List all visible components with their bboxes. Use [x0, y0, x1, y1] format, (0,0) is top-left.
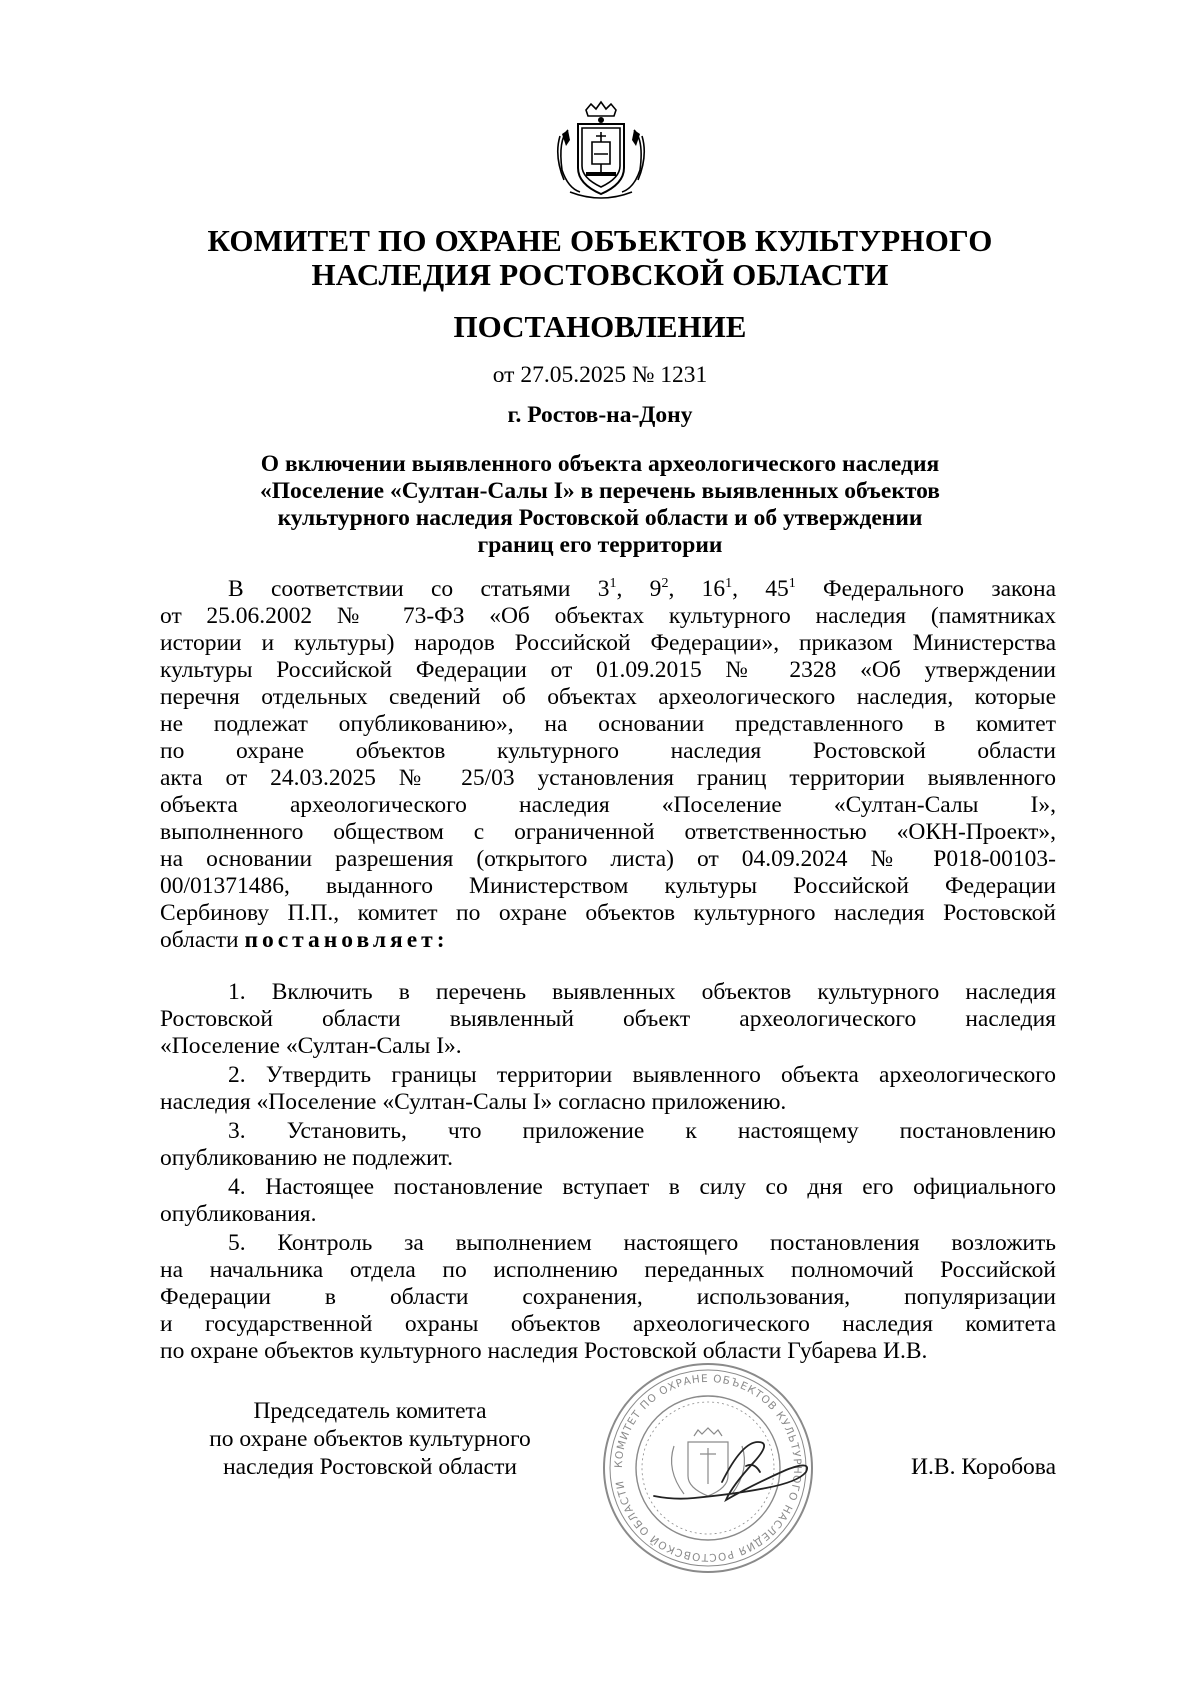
document-city: г. Ростов-на-Дону: [507, 402, 693, 428]
item-5-line: 5. Контроль за выполнением настоящего постановления возложить: [228, 1230, 1056, 1256]
item-3-line: опубликованию не подлежит.: [160, 1145, 454, 1171]
document-date-number: от 27.05.2025 № 1231: [492, 362, 708, 388]
signatory-title-line: Председатель комитета: [253, 1398, 487, 1424]
subject-line: О включении выявленного объекта археологического наследия: [260, 451, 940, 477]
item-5-line: на начальника отдела по исполнению переданных полномочий Российской: [160, 1257, 1056, 1283]
preamble-line: акта от 24.03.2025 № 25/03 установления границ территории выявленного: [160, 765, 1056, 791]
preamble-line: от 25.06.2002 № 73-ФЗ «Об объектах культурного наследия (памятниках: [160, 603, 1056, 629]
preamble-line: культуры Российской Федерации от 01.09.2015 № 2328 «Об утверждении: [160, 657, 1056, 683]
item-4-line: 4. Настоящее постановление вступает в силу со дня его официального: [228, 1174, 1056, 1200]
signatory-title-line: наследия Ростовской области: [223, 1454, 517, 1480]
official-seal-stamp: [596, 1356, 820, 1580]
preamble-line: истории и культуры) народов Российской Федерации», приказом Министерства: [160, 630, 1056, 656]
org-name-line-2: НАСЛЕДИЯ РОСТОВСКОЙ ОБЛАСТИ: [311, 257, 889, 292]
resolution-word: постановляет:: [244, 927, 449, 953]
preamble-line: выполненного обществом с ограниченной ответственностью «ОКН-Проект»,: [160, 819, 1056, 845]
preamble-line: объекта археологического наследия «Поселение «Султан-Салы I»,: [160, 792, 1056, 818]
subject-line: границ его территории: [477, 532, 723, 558]
document-type: ПОСТАНОВЛЕНИЕ: [453, 309, 747, 344]
item-3-line: 3. Установить, что приложение к настоящему постановлению: [228, 1118, 1056, 1144]
preamble-line: В соответствии со статьями $3^1$, $9^2$, $16^1$, $45^1$ Федерального закона: [228, 576, 1057, 602]
item-1-line: 1. Включить в перечень выявленных объектов культурного наследия: [228, 979, 1056, 1005]
item-1-line: Ростовской области выявленный объект археологического наследия: [160, 1006, 1056, 1032]
subject-line: культурного наследия Ростовской области и об утверждении: [277, 505, 923, 531]
item-4-line: опубликования.: [160, 1201, 317, 1227]
preamble-line: 00/01371486, выданного Министерством культуры Российской Федерации: [160, 873, 1056, 899]
preamble-line: перечня отдельных сведений об объектах археологического наследия, которые: [160, 684, 1056, 710]
preamble-line: не подлежат опубликованию», на основании представленного в комитет: [160, 711, 1056, 737]
coat-of-arms-icon: [546, 96, 656, 206]
item-2-line: 2. Утвердить границы территории выявленного объекта археологического: [228, 1062, 1056, 1088]
item-2-line: наследия «Поселение «Султан-Салы I» согласно приложению.: [160, 1089, 787, 1115]
item-5-line: по охране объектов культурного наследия Ростовской области Губарева И.В.: [160, 1338, 928, 1364]
preamble-line: на основании разрешения (открытого листа) от 04.09.2024 № Р018-00103-: [160, 846, 1056, 872]
subject-line: «Поселение «Султан-Салы I» в перечень выявленных объектов: [260, 478, 940, 504]
org-name-line-1: КОМИТЕТ ПО ОХРАНЕ ОБЪЕКТОВ КУЛЬТУРНОГО: [207, 223, 993, 258]
item-5-line: Федерации в области сохранения, использования, популяризации: [160, 1284, 1056, 1310]
preamble-line: Сербинову П.П., комитет по охране объектов культурного наследия Ростовской: [160, 900, 1056, 926]
item-5-line: и государственной охраны объектов археологического наследия комитета: [160, 1311, 1056, 1337]
svg-text:КОМИТЕТ ПО ОХРАНЕ ОБЪЕКТОВ КУЛ: КОМИТЕТ ПО ОХРАНЕ ОБЪЕКТОВ КУЛЬТУРНОГО НАСЛЕДИЯ РОСТОВСКОЙ ОБЛАСТИ: [612, 1372, 804, 1564]
item-1-line: «Поселение «Султан-Салы I».: [160, 1033, 462, 1059]
signatory-name: И.В. Коробова: [911, 1454, 1056, 1480]
preamble-line-last: области постановляет:: [160, 927, 449, 953]
signatory-title-line: по охране объектов культурного: [209, 1426, 531, 1452]
preamble-line: по охране объектов культурного наследия Ростовской области: [160, 738, 1056, 764]
